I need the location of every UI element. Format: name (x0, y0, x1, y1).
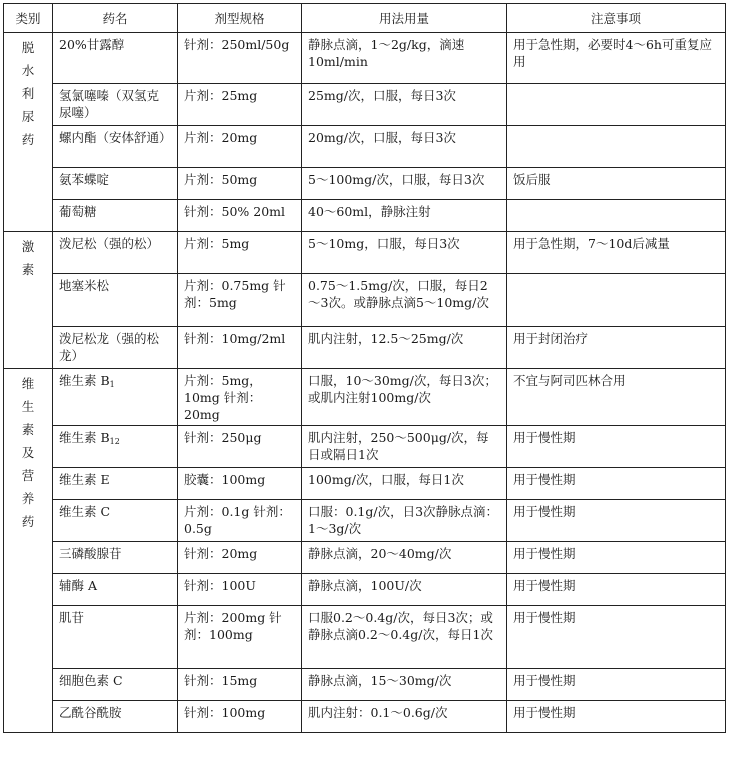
dosage-form-cell: 针剂：10mg/2ml (178, 327, 302, 369)
drug-name-cell (53, 232, 178, 274)
usage-cell: 25mg/次，口服，每日3次 (302, 84, 507, 126)
notes-cell (507, 84, 726, 126)
drug-name-cell (53, 426, 178, 468)
usage-cell: 肌内注射，12.5～25mg/次 (302, 327, 507, 369)
drug-name-cell (53, 84, 178, 126)
table-row (4, 500, 726, 542)
header-drug-name: 药名 (53, 4, 178, 33)
drug-name-subscript: 1 (109, 380, 115, 389)
drug-name: 螺内酯（安体舒通） (59, 130, 172, 145)
drug-name-subscript: 12 (109, 437, 120, 446)
category-cell (4, 33, 53, 232)
usage-cell: 5～100mg/次，口服，每日3次 (302, 168, 507, 200)
notes-cell: 用于慢性期 (507, 500, 726, 542)
table-row (4, 33, 726, 84)
dosage-form-cell: 片剂：25mg (178, 84, 302, 126)
dosage-form-cell: 片剂：5mg (178, 232, 302, 274)
usage-cell: 口服：0.1g/次，日3次静脉点滴：1～3g/次 (302, 500, 507, 542)
notes-cell: 用于慢性期 (507, 426, 726, 468)
usage-cell: 20mg/次，口服，每日3次 (302, 126, 507, 168)
drug-name-cell (53, 327, 178, 369)
drug-name: 氨苯蝶啶 (59, 172, 110, 187)
usage-cell: 100mg/次，口服，每日1次 (302, 468, 507, 500)
dosage-form-cell: 片剂：200mg 针剂：100mg (178, 606, 302, 669)
drug-name: 乙酰谷酰胺 (59, 705, 122, 720)
usage-cell: 0.75～1.5mg/次，口服，每日2～3次。或静脉点滴5～10mg/次 (302, 274, 507, 327)
drug-name: 辅酶 A (59, 578, 98, 593)
category-label: 维生素及营养药 (21, 376, 35, 529)
drug-name: 维生素 B (59, 430, 110, 445)
category-label: 脱水利尿药 (21, 40, 35, 147)
table-row (4, 574, 726, 606)
drug-name: 氢氯噻嗪（双氢克尿噻） (59, 88, 160, 120)
table-row (4, 200, 726, 232)
table-row (4, 701, 726, 733)
drug-name-cell (53, 500, 178, 542)
drug-name: 三磷酸腺苷 (59, 546, 122, 561)
table-row (4, 168, 726, 200)
usage-cell: 静脉点滴，15～30mg/次 (302, 669, 507, 701)
usage-cell: 静脉点滴，1～2g/kg，滴速10ml/min (302, 33, 507, 84)
dosage-form-cell: 针剂：20mg (178, 542, 302, 574)
notes-cell (507, 126, 726, 168)
drug-name-cell (53, 669, 178, 701)
drug-name-cell (53, 701, 178, 733)
header-dosage-form: 剂型规格 (178, 4, 302, 33)
dosage-form-cell: 片剂：0.1g 针剂：0.5g (178, 500, 302, 542)
drug-name: 20%甘露醇 (59, 37, 125, 52)
notes-cell: 用于急性期，7～10d后减量 (507, 232, 726, 274)
category-cell (4, 232, 53, 369)
drug-name: 细胞色素 C (59, 673, 123, 688)
drug-name-cell (53, 606, 178, 669)
drug-name: 肌苷 (59, 610, 85, 625)
usage-cell: 40～60ml，静脉注射 (302, 200, 507, 232)
drug-name-cell (53, 168, 178, 200)
dosage-form-cell: 针剂：50% 20ml (178, 200, 302, 232)
table-body (4, 33, 726, 733)
table-row (4, 606, 726, 669)
table-row (4, 327, 726, 369)
drug-name-cell (53, 542, 178, 574)
drug-name: 泼尼松龙（强的松龙） (59, 331, 160, 363)
usage-cell: 静脉点滴，100U/次 (302, 574, 507, 606)
drug-name-cell (53, 200, 178, 232)
drug-name: 葡萄糖 (59, 204, 97, 219)
notes-cell: 用于急性期，必要时4～6h可重复应用 (507, 33, 726, 84)
dosage-form-cell: 针剂：250ml/50g (178, 33, 302, 84)
table-row (4, 126, 726, 168)
notes-cell: 用于慢性期 (507, 606, 726, 669)
dosage-form-cell: 针剂：250μg (178, 426, 302, 468)
drug-name-cell (53, 369, 178, 426)
drug-name-cell (53, 468, 178, 500)
usage-cell: 肌内注射，250～500μg/次，每日或隔日1次 (302, 426, 507, 468)
notes-cell: 用于封闭治疗 (507, 327, 726, 369)
table-row (4, 426, 726, 468)
drug-name: 维生素 C (59, 504, 111, 519)
notes-cell (507, 200, 726, 232)
usage-cell: 肌内注射：0.1～0.6g/次 (302, 701, 507, 733)
table-row (4, 84, 726, 126)
drug-name-cell (53, 274, 178, 327)
dosage-form-cell: 片剂：5mg，10mg 针剂：20mg (178, 369, 302, 426)
usage-cell: 口服0.2～0.4g/次，每日3次；或静脉点滴0.2～0.4g/次，每日1次 (302, 606, 507, 669)
notes-cell: 不宜与阿司匹林合用 (507, 369, 726, 426)
notes-cell: 用于慢性期 (507, 574, 726, 606)
table-row (4, 232, 726, 274)
category-label: 激素 (21, 239, 35, 277)
dosage-form-cell: 片剂：0.75mg 针剂：5mg (178, 274, 302, 327)
usage-cell: 5～10mg，口服，每日3次 (302, 232, 507, 274)
dosage-form-cell: 针剂：100mg (178, 701, 302, 733)
notes-cell: 用于慢性期 (507, 701, 726, 733)
dosage-form-cell: 针剂：100U (178, 574, 302, 606)
notes-cell: 用于慢性期 (507, 669, 726, 701)
drug-name: 泼尼松（强的松） (59, 236, 160, 251)
drug-name-cell (53, 33, 178, 84)
drug-name: 维生素 E (59, 472, 110, 487)
drug-name: 维生素 B (59, 373, 110, 388)
usage-cell: 口服，10～30mg/次，每日3次；或肌内注射100mg/次 (302, 369, 507, 426)
dosage-form-cell: 片剂：50mg (178, 168, 302, 200)
table-row (4, 542, 726, 574)
notes-cell (507, 274, 726, 327)
table-row (4, 369, 726, 426)
dosage-form-cell: 片剂：20mg (178, 126, 302, 168)
notes-cell: 饭后服 (507, 168, 726, 200)
header-usage: 用法用量 (302, 4, 507, 33)
header-row (4, 4, 726, 33)
table-row (4, 669, 726, 701)
header-category: 类别 (4, 4, 53, 33)
drug-name-cell (53, 126, 178, 168)
usage-cell: 静脉点滴，20～40mg/次 (302, 542, 507, 574)
drug-name: 地塞米松 (59, 278, 110, 293)
drug-table (3, 3, 726, 733)
notes-cell: 用于慢性期 (507, 542, 726, 574)
dosage-form-cell: 胶囊：100mg (178, 468, 302, 500)
table-row (4, 468, 726, 500)
category-cell (4, 369, 53, 733)
table-row (4, 274, 726, 327)
notes-cell: 用于慢性期 (507, 468, 726, 500)
dosage-form-cell: 针剂：15mg (178, 669, 302, 701)
drug-name-cell (53, 574, 178, 606)
header-notes: 注意事项 (507, 4, 726, 33)
